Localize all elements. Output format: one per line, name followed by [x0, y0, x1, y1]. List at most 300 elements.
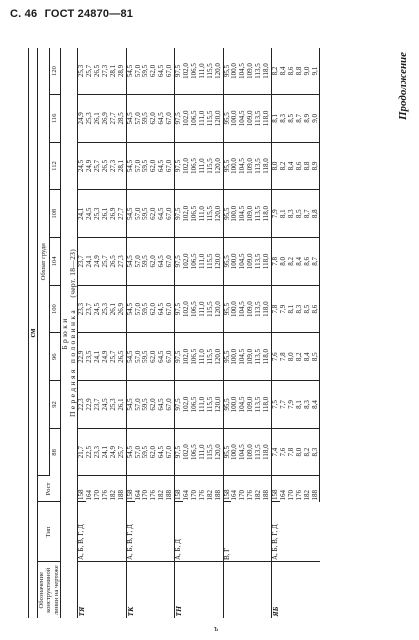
height-cell: 170: [141, 490, 150, 501]
size-header: 112: [49, 142, 61, 190]
value-cell: 113,5: [255, 285, 263, 333]
value-cell: 102,0: [183, 190, 191, 238]
value-cell: 7,6: [271, 333, 279, 381]
value-cell: 64,5: [158, 381, 166, 429]
subsection-note: (черт. 18—23): [68, 248, 78, 298]
continuation-label: Продолжение: [397, 51, 409, 120]
value-cell: 25,7: [94, 142, 102, 190]
value-cell: 67,0: [166, 428, 174, 476]
value-cell: 111,0: [199, 142, 207, 190]
value-cell: 106,5: [191, 333, 199, 381]
value-cell: 104,5: [239, 190, 247, 238]
value-cell: 25,3: [78, 48, 86, 95]
value-cell: 109,0: [247, 238, 255, 286]
value-cell: 118,0: [263, 381, 271, 429]
header-mark: Обозначение конструктивной линии на чертеже: [37, 562, 61, 618]
value-cell: 102,0: [183, 285, 191, 333]
value-cell: 23,3: [78, 285, 86, 333]
height-cell: 176: [100, 490, 109, 501]
value-cell: 111,0: [199, 48, 207, 95]
value-cell: 111,0: [199, 381, 207, 429]
value-cell: 59,5: [142, 238, 150, 286]
size-header: 104: [49, 238, 61, 286]
height-cell: 182: [254, 490, 263, 501]
value-cell: 8,3: [280, 95, 288, 143]
value-cell: 95,5: [223, 333, 231, 381]
value-cell: 24,5: [86, 190, 94, 238]
value-cell: 62,0: [150, 190, 158, 238]
standard-title: ГОСТ 24870—81: [44, 8, 134, 20]
value-cell: 118,0: [263, 238, 271, 286]
value-cell: 24,5: [78, 142, 86, 190]
value-cell: 67,0: [166, 48, 174, 95]
height-cell: 182: [157, 490, 166, 501]
value-cell: 109,0: [247, 381, 255, 429]
value-cell: 95,5: [223, 142, 231, 190]
value-cell: 115,5: [207, 48, 215, 95]
value-cell: 21,7: [78, 428, 86, 476]
value-cell: 57,0: [135, 333, 143, 381]
size-header: 108: [49, 190, 61, 238]
value-cell: 102,0: [183, 142, 191, 190]
value-cell: 115,5: [207, 238, 215, 286]
value-cell: 9,0: [312, 95, 320, 143]
value-cell: 28,9: [118, 48, 126, 95]
value-cell: 7,8: [271, 285, 279, 333]
value-cell: 113,5: [255, 190, 263, 238]
value-cell: 8,8: [312, 190, 320, 238]
value-cell: 115,5: [207, 142, 215, 190]
stray-mark: ъ: [214, 624, 219, 633]
value-cell: 113,5: [255, 428, 263, 476]
value-cell: 23,7: [94, 381, 102, 429]
value-cell: 120,0: [215, 190, 223, 238]
value-cell: 57,0: [135, 48, 143, 95]
value-cell: 118,0: [263, 190, 271, 238]
value-cell: 97,5: [175, 428, 183, 476]
value-cell: 109,0: [247, 333, 255, 381]
value-cell: 115,5: [207, 333, 215, 381]
value-cell: 95,5: [223, 428, 231, 476]
value-cell: 64,5: [158, 428, 166, 476]
value-cell: 113,5: [255, 238, 263, 286]
value-cell: 8,2: [280, 142, 288, 190]
value-cell: 8,0: [271, 142, 279, 190]
size-header: 120: [49, 48, 61, 95]
value-cell: 8,1: [271, 95, 279, 143]
value-cell: 104,5: [239, 95, 247, 143]
value-cell: 28,5: [118, 95, 126, 143]
height-cell: 176: [197, 490, 206, 501]
value-cell: 67,0: [166, 95, 174, 143]
value-cell: 8,2: [271, 48, 279, 95]
value-cell: 100,0: [231, 238, 239, 286]
value-cell: 62,0: [150, 333, 158, 381]
value-cell: 23,5: [86, 333, 94, 381]
value-cell: 120,0: [215, 238, 223, 286]
height-cell: 158: [126, 476, 134, 502]
value-cell: 120,0: [215, 381, 223, 429]
value-cell: 62,0: [150, 238, 158, 286]
value-cell: 100,0: [231, 428, 239, 476]
value-cell: 120,0: [215, 285, 223, 333]
value-cell: 28,1: [118, 142, 126, 190]
value-cell: 26,9: [102, 95, 110, 143]
value-cell: 8,2: [296, 333, 304, 381]
height-cell: 176: [294, 490, 303, 501]
size-header: 96: [49, 333, 61, 381]
value-cell: 95,5: [223, 381, 231, 429]
value-cell: 102,0: [183, 48, 191, 95]
value-cell: 118,0: [263, 333, 271, 381]
value-cell: 97,5: [175, 285, 183, 333]
size-header: 100: [49, 285, 61, 333]
value-cell: 118,0: [263, 142, 271, 190]
value-cell: 106,5: [191, 190, 199, 238]
height-cell: 176: [246, 490, 255, 501]
value-cell: 8,5: [312, 333, 320, 381]
value-cell: 24,5: [102, 381, 110, 429]
value-cell: 54,5: [126, 428, 134, 476]
value-cell: 8,6: [304, 238, 312, 286]
value-cell: 27,7: [110, 95, 118, 143]
height-cell: 164: [182, 490, 190, 501]
header-type: Тип: [37, 502, 61, 562]
value-cell: 67,0: [166, 190, 174, 238]
value-cell: 8,9: [312, 142, 320, 190]
value-cell: 22,9: [78, 333, 86, 381]
section-title: Брюки: [60, 316, 70, 350]
height-cell: 164: [133, 490, 142, 501]
value-cell: 104,5: [239, 142, 247, 190]
table-row: [175, 48, 183, 618]
page-number: С. 46: [10, 8, 38, 20]
value-cell: 7,4: [271, 428, 279, 476]
height-cell: 188: [116, 490, 125, 501]
value-cell: 104,5: [239, 238, 247, 286]
height-cell: 182: [205, 490, 214, 501]
height-cell: 164: [278, 490, 287, 501]
measurements-table: [28, 48, 320, 618]
value-cell: 104,5: [239, 428, 247, 476]
line-mark: ЯБ: [271, 562, 319, 618]
value-cell: 26,5: [118, 333, 126, 381]
value-cell: 111,0: [199, 238, 207, 286]
header-height: Рост: [37, 476, 61, 502]
value-cell: 8,3: [312, 428, 320, 476]
value-cell: 109,0: [247, 95, 255, 143]
value-cell: 113,5: [255, 381, 263, 429]
value-cell: 115,5: [207, 285, 215, 333]
value-cell: 111,0: [199, 428, 207, 476]
value-cell: 24,1: [78, 190, 86, 238]
value-cell: 24,5: [94, 285, 102, 333]
table-row: [271, 48, 279, 618]
height-cell: 158: [175, 476, 183, 502]
line-mark: ТН: [175, 562, 223, 618]
height-cell: 158: [271, 476, 279, 502]
value-cell: 67,0: [166, 333, 174, 381]
value-cell: 100,0: [231, 333, 239, 381]
value-cell: 59,5: [142, 142, 150, 190]
value-cell: 25,3: [86, 95, 94, 143]
value-cell: 62,0: [150, 381, 158, 429]
value-cell: 111,0: [199, 285, 207, 333]
value-cell: 25,3: [102, 285, 110, 333]
value-cell: 120,0: [215, 95, 223, 143]
value-cell: 8,9: [304, 95, 312, 143]
value-cell: 109,0: [247, 142, 255, 190]
value-cell: 9,1: [312, 48, 320, 95]
figure-type: А, Б, В, Г, Д: [126, 502, 174, 562]
value-cell: 54,5: [126, 285, 134, 333]
value-cell: 25,3: [110, 381, 118, 429]
height-cell: 176: [149, 490, 158, 501]
value-cell: 67,0: [166, 285, 174, 333]
value-cell: 22,5: [86, 428, 94, 476]
value-cell: 59,5: [142, 381, 150, 429]
value-cell: 8,6: [288, 48, 296, 95]
value-cell: 106,5: [191, 142, 199, 190]
value-cell: 97,5: [175, 333, 183, 381]
value-cell: 24,9: [102, 333, 110, 381]
value-cell: 8,1: [288, 285, 296, 333]
value-cell: 8,8: [304, 142, 312, 190]
value-cell: 115,5: [207, 95, 215, 143]
value-cell: 111,0: [199, 190, 207, 238]
value-cell: 7,6: [280, 428, 288, 476]
value-cell: 24,9: [78, 95, 86, 143]
value-cell: 62,0: [150, 95, 158, 143]
value-cell: 25,7: [102, 238, 110, 286]
value-cell: 7,9: [280, 285, 288, 333]
value-cell: 8,3: [296, 285, 304, 333]
value-cell: 8,4: [280, 48, 288, 95]
value-cell: 120,0: [215, 333, 223, 381]
value-cell: 109,0: [247, 285, 255, 333]
value-cell: 118,0: [263, 428, 271, 476]
value-cell: 113,5: [255, 95, 263, 143]
value-cell: 95,5: [223, 285, 231, 333]
value-cell: 64,5: [158, 190, 166, 238]
value-cell: 106,5: [191, 428, 199, 476]
value-cell: 111,0: [199, 333, 207, 381]
value-cell: 8,6: [312, 285, 320, 333]
height-cell: 182: [108, 490, 117, 501]
value-cell: 59,5: [142, 333, 150, 381]
value-cell: 8,3: [304, 381, 312, 429]
value-cell: 57,0: [135, 428, 143, 476]
value-cell: 8,0: [280, 238, 288, 286]
value-cell: 54,5: [126, 48, 134, 95]
value-cell: 102,0: [183, 333, 191, 381]
value-cell: 120,0: [215, 142, 223, 190]
value-cell: 8,4: [304, 333, 312, 381]
height-cell: 170: [286, 490, 295, 501]
value-cell: 24,1: [94, 333, 102, 381]
value-cell: 59,5: [142, 428, 150, 476]
value-cell: 8,7: [312, 238, 320, 286]
height-cell: 170: [189, 490, 198, 501]
value-cell: 59,5: [142, 48, 150, 95]
value-cell: 102,0: [183, 238, 191, 286]
value-cell: 7,9: [271, 190, 279, 238]
height-cell: 188: [213, 490, 222, 501]
value-cell: 27,3: [102, 48, 110, 95]
value-cell: 64,5: [158, 95, 166, 143]
value-cell: 67,0: [166, 142, 174, 190]
value-cell: 8,0: [296, 428, 304, 476]
value-cell: 59,5: [142, 190, 150, 238]
value-cell: 27,3: [110, 142, 118, 190]
value-cell: 23,7: [86, 285, 94, 333]
value-cell: 97,5: [175, 238, 183, 286]
value-cell: 54,5: [126, 381, 134, 429]
value-cell: 22,9: [86, 381, 94, 429]
height-cell: 158: [78, 476, 86, 502]
line-mark: ТК: [126, 562, 174, 618]
height-cell: 170: [93, 490, 102, 501]
value-cell: 9,0: [304, 48, 312, 95]
value-cell: 97,5: [175, 381, 183, 429]
value-cell: 102,0: [183, 381, 191, 429]
value-cell: 26,9: [110, 190, 118, 238]
value-cell: 64,5: [158, 142, 166, 190]
header-chest-group: Обхват груди: [37, 48, 49, 476]
value-cell: 8,4: [312, 381, 320, 429]
value-cell: 7,8: [280, 333, 288, 381]
value-cell: 113,5: [255, 48, 263, 95]
value-cell: 115,5: [207, 190, 215, 238]
value-cell: 26,1: [102, 190, 110, 238]
value-cell: 8,1: [280, 190, 288, 238]
value-cell: 115,5: [207, 428, 215, 476]
value-cell: 8,2: [288, 238, 296, 286]
value-cell: 26,9: [118, 285, 126, 333]
value-cell: 26,1: [118, 381, 126, 429]
value-cell: 54,5: [126, 190, 134, 238]
value-cell: 7,8: [288, 428, 296, 476]
value-cell: 109,0: [247, 428, 255, 476]
height-cell: 158: [223, 476, 231, 502]
value-cell: 26,1: [110, 285, 118, 333]
value-cell: 106,5: [191, 285, 199, 333]
value-cell: 64,5: [158, 48, 166, 95]
value-cell: 106,5: [191, 238, 199, 286]
value-cell: 95,5: [223, 48, 231, 95]
value-cell: 27,3: [118, 238, 126, 286]
value-cell: 57,0: [135, 238, 143, 286]
value-cell: 26,1: [94, 95, 102, 143]
value-cell: 109,0: [247, 48, 255, 95]
value-cell: 102,0: [183, 95, 191, 143]
value-cell: 8,2: [304, 428, 312, 476]
value-cell: 100,0: [231, 95, 239, 143]
value-cell: 24,9: [86, 142, 94, 190]
value-cell: 97,5: [175, 142, 183, 190]
value-cell: 25,7: [86, 48, 94, 95]
value-cell: 104,5: [239, 381, 247, 429]
value-cell: 100,0: [231, 142, 239, 190]
value-cell: 64,5: [158, 285, 166, 333]
size-header: 88: [49, 428, 61, 476]
value-cell: 8,7: [296, 95, 304, 143]
height-cell: 188: [312, 476, 320, 502]
line-mark: ТЯ: [78, 562, 126, 618]
value-cell: 64,5: [158, 333, 166, 381]
value-cell: 24,1: [86, 238, 94, 286]
value-cell: 8,0: [288, 333, 296, 381]
value-cell: 25,7: [110, 333, 118, 381]
height-cell: 170: [238, 490, 247, 501]
value-cell: 109,0: [247, 190, 255, 238]
value-cell: 97,5: [175, 95, 183, 143]
value-cell: 111,0: [199, 95, 207, 143]
value-cell: 7,8: [271, 238, 279, 286]
value-cell: 26,5: [110, 238, 118, 286]
figure-type: В, Г: [223, 502, 271, 562]
value-cell: 104,5: [239, 333, 247, 381]
page-header: [10, 8, 137, 20]
value-cell: 26,5: [102, 142, 110, 190]
value-cell: 97,5: [175, 48, 183, 95]
value-cell: 100,0: [231, 190, 239, 238]
value-cell: 54,5: [126, 142, 134, 190]
value-cell: 54,5: [126, 238, 134, 286]
value-cell: 120,0: [215, 428, 223, 476]
value-cell: 28,1: [110, 48, 118, 95]
value-cell: 8,4: [288, 142, 296, 190]
table-row: [126, 48, 134, 618]
height-cell: 164: [230, 490, 239, 501]
value-cell: 24,1: [102, 428, 110, 476]
value-cell: 57,0: [135, 142, 143, 190]
value-cell: 22,3: [78, 381, 86, 429]
height-cell: 164: [85, 490, 94, 501]
value-cell: 27,7: [118, 190, 126, 238]
size-header: 116: [49, 95, 61, 143]
size-header: 92: [49, 381, 61, 429]
height-cell: 182: [302, 490, 311, 501]
unit-label: см: [29, 48, 38, 618]
value-cell: 104,5: [239, 285, 247, 333]
value-cell: 54,5: [126, 95, 134, 143]
value-cell: 62,0: [150, 428, 158, 476]
value-cell: 113,5: [255, 333, 263, 381]
value-cell: 100,0: [231, 48, 239, 95]
value-cell: 113,5: [255, 142, 263, 190]
value-cell: 62,0: [150, 48, 158, 95]
value-cell: 54,5: [126, 333, 134, 381]
value-cell: 57,0: [135, 95, 143, 143]
value-cell: 8,6: [296, 142, 304, 190]
value-cell: 23,7: [78, 238, 86, 286]
value-cell: 8,7: [304, 190, 312, 238]
value-cell: 95,5: [223, 238, 231, 286]
value-cell: 23,3: [94, 428, 102, 476]
value-cell: 62,0: [150, 285, 158, 333]
value-cell: 25,3: [94, 190, 102, 238]
value-cell: 67,0: [166, 381, 174, 429]
value-cell: 100,0: [231, 381, 239, 429]
value-cell: 8,1: [296, 381, 304, 429]
value-cell: 8,3: [288, 190, 296, 238]
value-cell: 120,0: [215, 48, 223, 95]
value-cell: 57,0: [135, 285, 143, 333]
value-cell: 8,4: [296, 238, 304, 286]
value-cell: 26,5: [94, 48, 102, 95]
value-cell: 118,0: [263, 48, 271, 95]
